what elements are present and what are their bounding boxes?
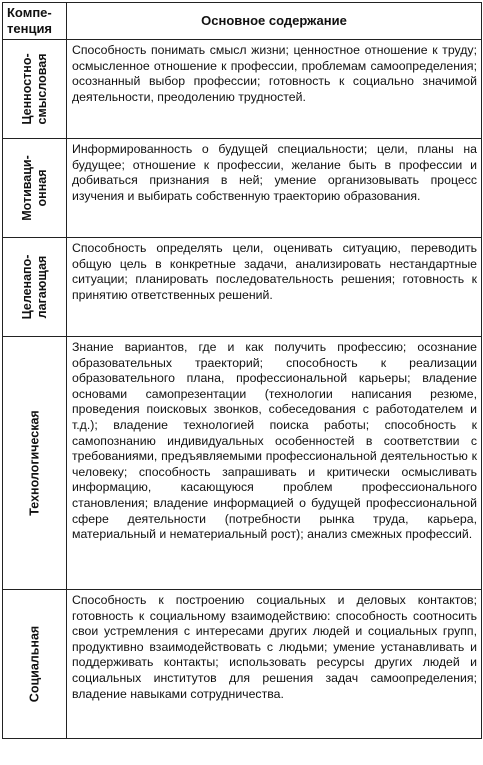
table-row — [3, 40, 482, 139]
competence-label — [27, 626, 42, 702]
label-line1: Ценностно- — [19, 53, 34, 125]
competence-content: Знание вариантов, где и как получить профессию; осознание образовательных траекторий; способность к реализации образовательного плана, профессиональной карьеры; владение основами самопрезентации (технологии написания резюме, проведения поисковых звонков, собеседования с работодателем и т.д.); владение технологией поиска работы; способность к самопознанию индивидуальных особенностей в соответствии с требованиями, предъявляемыми профессиональной деятельностью к человеку; способность запрашивать и критически осмысливать информацию, касающуюся проблем профессионального становления; владение информацией о будущей профессиональной сфере деятельности (потребности рынка труда, карьера, материальный и нематериальный рост); анализ смежных профессий. — [67, 337, 482, 590]
header-competence-line1: Компе- — [7, 5, 52, 20]
header-content: Основное содержание — [67, 3, 482, 40]
competence-content: Способность к построению социальных и деловых контактов; готовность к социальному взаимодействию: способность соотносить свои устремления с интересами других людей и социальных групп, продуктивно взаимодействовать с людьми; умение устанавливать и поддерживать контакты; использовать ресурсы других людей и социальных институтов для решения задач самоопределения; владение навыками сотрудничества. — [67, 590, 482, 739]
competence-content: Способность понимать смысл жизни; ценностное отношение к труду; осмысленное отношение к профессии, проблемам самоопределения; осознанный выбор профессии; готовность к социально значимой деятельности, преодолению трудностей. — [67, 40, 482, 139]
competence-label-cell — [3, 40, 67, 139]
table-row — [3, 590, 482, 739]
competence-label — [20, 155, 50, 221]
label-line1: Технологическая — [27, 410, 41, 516]
competence-label — [20, 255, 50, 320]
competence-label-cell — [3, 238, 67, 337]
table-row — [3, 238, 482, 337]
competence-label-cell — [3, 139, 67, 238]
competence-label — [27, 410, 42, 515]
label-line2: онная — [34, 169, 49, 207]
competence-label-cell — [3, 590, 67, 739]
table-row — [3, 139, 482, 238]
competence-label-cell — [3, 337, 67, 590]
competence-content: Способность определять цели, оценивать ситуацию, переводить общую цель в конкретные задачи, анализировать нестандартные ситуации; планировать последовательность решения; готовность к принятию ответственных решений. — [67, 238, 482, 337]
label-line2: лагающая — [34, 255, 49, 319]
header-competence — [3, 3, 67, 40]
table-header-row — [3, 3, 482, 40]
table-row — [3, 337, 482, 590]
label-line1: Социальная — [27, 625, 41, 703]
competence-content: Информированность о будущей специальности; цели, планы на будущее; отношение к профессии, желание быть в профессии и добиваться признания в ней; умение организовывать процесс изучения и выбирать собственную траекторию образования. — [67, 139, 482, 238]
competence-table — [2, 2, 482, 739]
competence-label — [20, 53, 50, 124]
label-line1: Мотиваци- — [19, 155, 34, 221]
header-competence-line2: тенция — [7, 21, 53, 36]
label-line1: Целенапо- — [19, 254, 34, 320]
label-line2: смысловая — [34, 53, 49, 125]
